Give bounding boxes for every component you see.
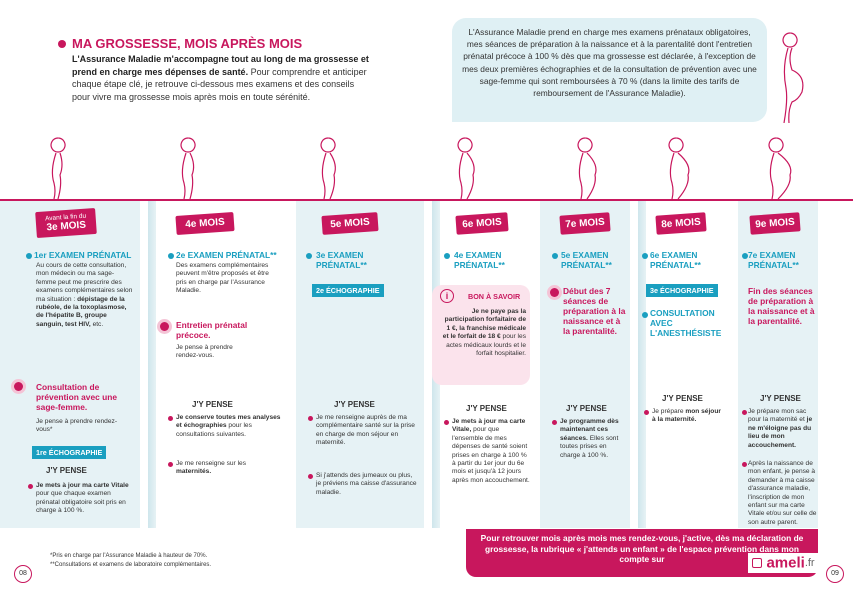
jypense-text: Je prépare mon sac pour la maternité et je ne m'éloigne pas du lieu de mon accouchement. — [748, 408, 813, 449]
bullet-dot — [642, 312, 648, 318]
pregnancy-figures — [0, 130, 853, 200]
entretien-title: Entretien prénatal précoce. — [176, 320, 248, 340]
jypense-title: J'Y PENSE — [334, 400, 375, 409]
jypense-text: Je programme dès maintenant ces séances. Elles sont toutes prises en charge à 100 %. — [560, 418, 619, 459]
page-number-right: 09 — [826, 565, 844, 583]
jypense-text: Je conserve toutes mes analyses et échographies pour les consultations suivantes. — [176, 414, 281, 438]
exam-title: 3e EXAMEN PRÉNATAL** — [316, 250, 367, 270]
entretien-text: Je pense à prendre rendez-vous. — [176, 344, 233, 360]
info-bubble: L'Assurance Maladie prend en charge mes examens prénataux obligatoires, mes séances de préparation à la naissance et à la parentalité dont l'entretien prénatal précoce à 100 % dès que ma grossesse est déclarée, à l'exception de mes deux premières échographies et de la consultation de prévention avec une sage-femme qui sont remboursées à 70 % (dans la limite des tarifs de remboursement de l'Assurance Maladie). — [452, 18, 767, 122]
jypense-text: Je mets à jour ma carte Vitale, pour que l'ensemble de mes dépenses de santé soient prises en charge à 100 % à partir du 1er jour du 6e mois et jusqu'à 12 jours après mon accouchement. — [452, 418, 530, 484]
exam-title: 4e EXAMEN PRÉNATAL** — [454, 250, 505, 270]
bullet-dot — [642, 253, 648, 259]
jypense-text: Si j'attends des jumeaux ou plus, je préviens ma caisse d'assurance maladie. — [316, 472, 417, 496]
bullet-dot — [308, 416, 313, 421]
bullet-dot — [28, 484, 33, 489]
page-title: MA GROSSESSE, MOIS APRÈS MOIS — [72, 36, 303, 51]
jypense-title: J'Y PENSE — [466, 404, 507, 413]
consult-title: Consultation de prévention avec une sage-femme. — [36, 382, 117, 412]
month-tab-8: 8e MOIS — [655, 212, 706, 234]
month-tab-3: Avant la fin du 3e MOIS — [35, 208, 97, 238]
echo-tag: 3e ÉCHOGRAPHIE — [646, 284, 718, 297]
debut-title: Début des 7 séances de préparation à la naissance et à la parentalité. — [563, 286, 626, 336]
ameli-tld: .fr — [804, 556, 815, 569]
bon-a-savoir-text: Je ne paye pas la participation forfaitaire de 1 €, la franchise médicale et le forfait de 18 € pour les actes médicaux lourds et le forfait hospitalier. — [442, 308, 526, 358]
exam-text: Des examens complémentaires peuvent m'être proposés et être pris en charge par l'Assurance Maladie. — [176, 262, 269, 295]
exam-text: Au cours de cette consultation, mon médecin ou ma sage-femme peut me prescrire des examens complémentaires selon ma situation : dépistage de la rubéole, de la toxoplasmose, de l'hépatite B, groupe sanguin, test HIV, etc. — [36, 262, 133, 328]
bullet-dot — [168, 253, 174, 259]
jypense-title: J'Y PENSE — [760, 394, 801, 403]
month-tab-7: 7e MOIS — [559, 212, 610, 234]
exam-title: 5e EXAMEN PRÉNATAL** — [561, 250, 612, 270]
jypense-text: Je prépare mon séjour à la maternité. — [652, 408, 721, 424]
exam-title: 1er EXAMEN PRÉNATAL — [34, 250, 132, 260]
computer-icon — [752, 558, 762, 568]
bullet-dot — [742, 410, 747, 415]
column-shadow — [148, 201, 156, 528]
jypense-text: Je me renseigne auprès de ma complémentaire santé sur la prise en charge de mon séjour en maternité. — [316, 414, 415, 447]
bullet-dot — [168, 462, 173, 467]
footnote-2: **Consultations et examens de laboratoire complémentaires. — [50, 562, 212, 568]
bullet-dot — [742, 462, 747, 467]
exam-title: 7e EXAMEN PRÉNATAL** — [748, 250, 799, 270]
bullet-dot — [306, 253, 312, 259]
cta-banner: Pour retrouver mois après mois mes rendez-vous, j'active, dès ma déclaration de grossesse, la rubrique « j'attends un enfant » de l'espace prévention dans mon compte sur — [466, 529, 818, 577]
bullet-dot — [644, 410, 649, 415]
jypense-title: J'Y PENSE — [46, 466, 87, 475]
bullet-dot — [308, 474, 313, 479]
intro-text: L'Assurance Maladie m'accompagne tout au long de ma grossesse et prend en charge mes dépenses de santé. Pour comprendre et anticiper chaque étape clé, je retrouve ci-dessous mes examens et des conseils pour vivre ma grossesse mois après mois en toute sérénité. — [72, 54, 369, 102]
consult-dot — [14, 382, 23, 391]
month-tab-4: 4e MOIS — [175, 212, 234, 235]
bon-a-savoir-title: BON À SAVOIR — [468, 292, 521, 301]
bullet-dot — [168, 416, 173, 421]
footnote-1: *Pris en charge par l'Assurance Maladie à hauteur de 70%. — [50, 553, 208, 559]
fin-title: Fin des séances de préparation à la naissance et à la parentalité. — [748, 286, 815, 326]
consult-text: Je pense à prendre rendez-vous* — [36, 418, 118, 434]
jypense-text: Je me renseigne sur les maternités. — [176, 460, 247, 476]
ameli-logo[interactable] — [748, 553, 819, 573]
month-tab-9: 9e MOIS — [749, 212, 800, 234]
jypense-title: J'Y PENSE — [192, 400, 233, 409]
bullet-dot — [444, 253, 450, 259]
ameli-text: ameli — [766, 554, 805, 572]
bullet-dot — [552, 420, 557, 425]
consult-title: CONSULTATION AVEC L'ANESTHÉSISTE — [650, 308, 722, 338]
echo-tag: 2e ÉCHOGRAPHIE — [312, 284, 384, 297]
exam-title: 2e EXAMEN PRÉNATAL** — [176, 250, 277, 260]
jypense-text: Je mets à jour ma carte Vitale pour que chaque examen prénatal obligatoire soit pris en charge à 100 %. — [36, 482, 129, 515]
debut-dot — [550, 288, 559, 297]
exam-title: 6e EXAMEN PRÉNATAL** — [650, 250, 701, 270]
jypense-text: Après la naissance de mon enfant, je pense à demander à ma caisse d'assurance maladie, l'inscription de mon enfant sur ma carte Vitale et/ou sur celle de son autre parent. — [748, 460, 817, 526]
bullet-dot — [26, 253, 32, 259]
jypense-title: J'Y PENSE — [662, 394, 703, 403]
pregnant-woman-figure — [770, 28, 820, 123]
entretien-dot — [160, 322, 169, 331]
bullet-dot — [444, 420, 449, 425]
month-tab-6: 6e MOIS — [455, 212, 508, 235]
page-number-left: 08 — [14, 565, 32, 583]
info-icon: i — [440, 289, 454, 303]
jypense-title: J'Y PENSE — [566, 404, 607, 413]
title-bullet — [58, 40, 66, 48]
column-shadow — [638, 201, 646, 528]
echo-tag: 1re ÉCHOGRAPHIE — [32, 446, 106, 459]
bullet-dot — [552, 253, 558, 259]
month-tab-5: 5e MOIS — [321, 212, 378, 235]
